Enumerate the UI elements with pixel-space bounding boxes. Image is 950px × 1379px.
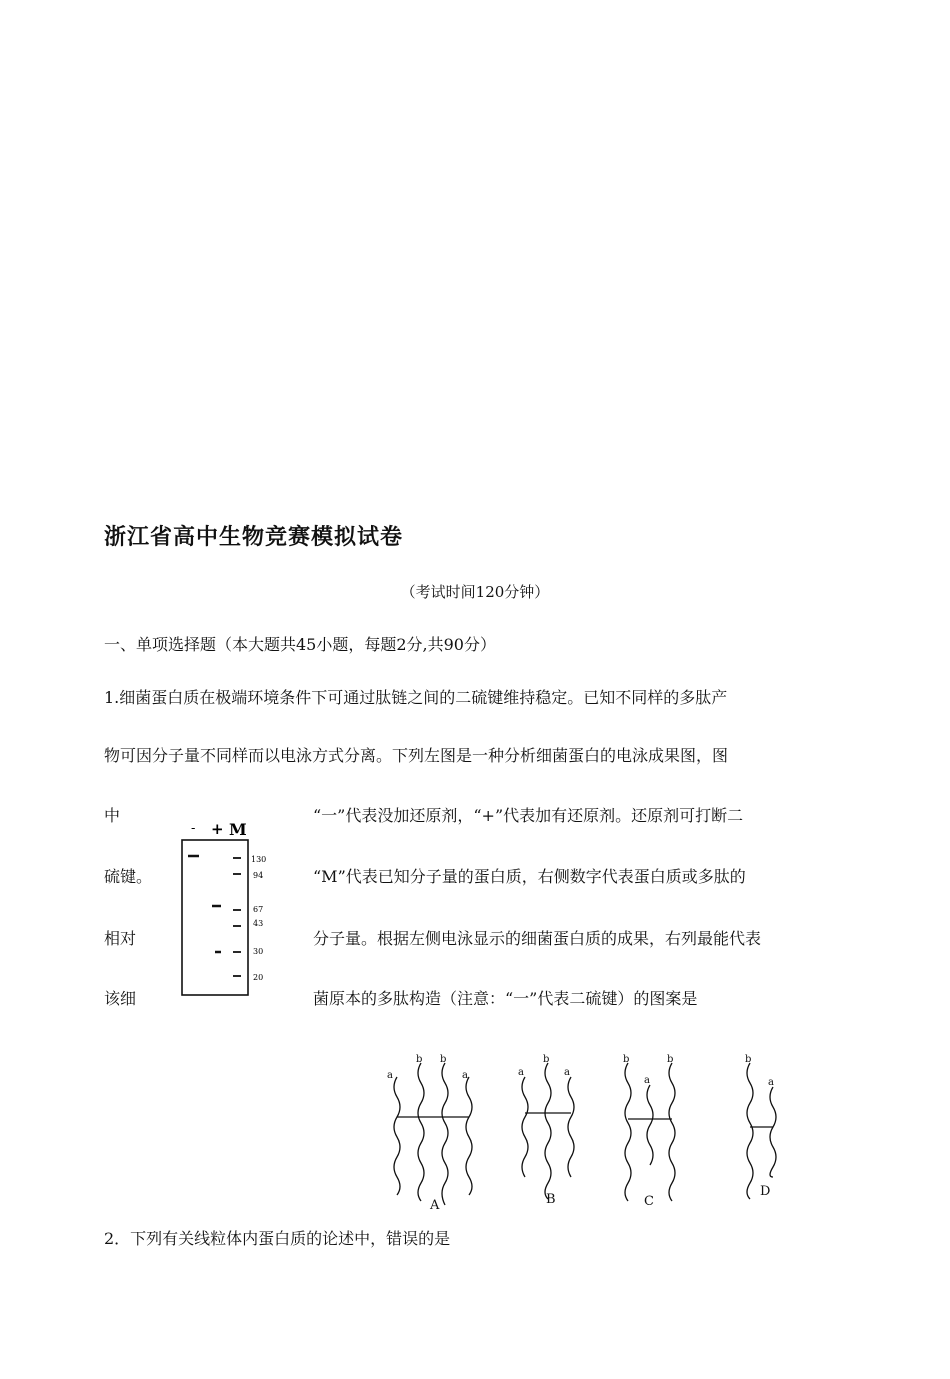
gel-lane-label-plus: +	[211, 820, 224, 838]
chain-label: a	[768, 1077, 774, 1088]
chain-label: b	[623, 1054, 630, 1065]
q1-line-2: 物可因分子量不同样而以电泳方式分离。下列左图是一种分析细菌蛋白的电泳成果图，图	[104, 746, 729, 765]
chain-a	[466, 1077, 472, 1195]
chain-label: a	[387, 1070, 393, 1081]
chain-label: b	[745, 1054, 752, 1065]
gel-frame	[182, 840, 248, 995]
q1-right-line: “M”代表已知分子量的蛋白质，右侧数字代表蛋白质或多肽的	[313, 867, 746, 886]
gel-lane-label-minus: -	[191, 821, 196, 836]
chain-label: a	[462, 1070, 468, 1081]
gel-marker-label: 43	[253, 919, 264, 928]
chain-b	[669, 1063, 675, 1201]
chain-a	[770, 1087, 776, 1177]
chain-label: b	[416, 1054, 423, 1065]
option-label-d: D	[760, 1184, 771, 1199]
electrophoresis-gel-figure	[175, 818, 275, 1000]
exam-time-subtitle: （考试时间120分钟）	[400, 583, 550, 601]
chain-b	[545, 1063, 551, 1199]
option-label-c: C	[644, 1194, 654, 1209]
polypeptide-options-figure	[370, 1045, 790, 1215]
chain-b	[747, 1063, 753, 1199]
chain-a	[394, 1077, 400, 1195]
q1-left-word: 中	[104, 806, 121, 825]
gel-marker-label: 130	[251, 855, 267, 864]
chain-a	[568, 1077, 574, 1177]
option-label-b: B	[546, 1192, 556, 1207]
chain-a	[522, 1077, 528, 1177]
gel-marker-label: 20	[253, 973, 264, 982]
q1-right-line: “一”代表没加还原剂，“+”代表加有还原剂。还原剂可打断二	[313, 806, 744, 825]
chain-label: b	[543, 1054, 550, 1065]
gel-marker-label: 30	[253, 947, 264, 956]
chain-label: b	[667, 1054, 674, 1065]
chain-label: a	[644, 1075, 650, 1086]
chain-a	[647, 1085, 653, 1165]
chain-b	[625, 1063, 631, 1201]
q1-line-1: 1.细菌蛋白质在极端环境条件下可通过肽链之间的二硫键维持稳定。已知不同样的多肽产	[104, 688, 728, 707]
chain-b	[442, 1063, 448, 1205]
chain-label: a	[518, 1067, 524, 1078]
chain-b	[418, 1063, 424, 1201]
q1-right-line: 菌原本的多肽构造（注意：“一”代表二硫键）的图案是	[313, 989, 698, 1008]
gel-marker-label: 94	[253, 871, 264, 880]
q1-left-word: 该细	[104, 989, 137, 1008]
option-label-a: A	[430, 1198, 440, 1213]
page-title: 浙江省高中生物竞赛模拟试卷	[104, 525, 404, 550]
q1-left-word: 相对	[104, 929, 137, 948]
question-2: 2．下列有关线粒体内蛋白质的论述中，错误的是	[104, 1229, 451, 1248]
gel-marker-label: 67	[253, 905, 264, 914]
chain-label: a	[564, 1067, 570, 1078]
chain-label: b	[440, 1054, 447, 1065]
gel-lane-label-m: M	[229, 820, 247, 839]
q1-right-line: 分子量。根据左侧电泳显示的细菌蛋白质的成果，右列最能代表	[313, 929, 762, 948]
q1-left-word: 硫键。	[104, 867, 153, 886]
section-heading: 一、单项选择题（本大题共45小题，每题2分,共90分）	[104, 635, 496, 654]
